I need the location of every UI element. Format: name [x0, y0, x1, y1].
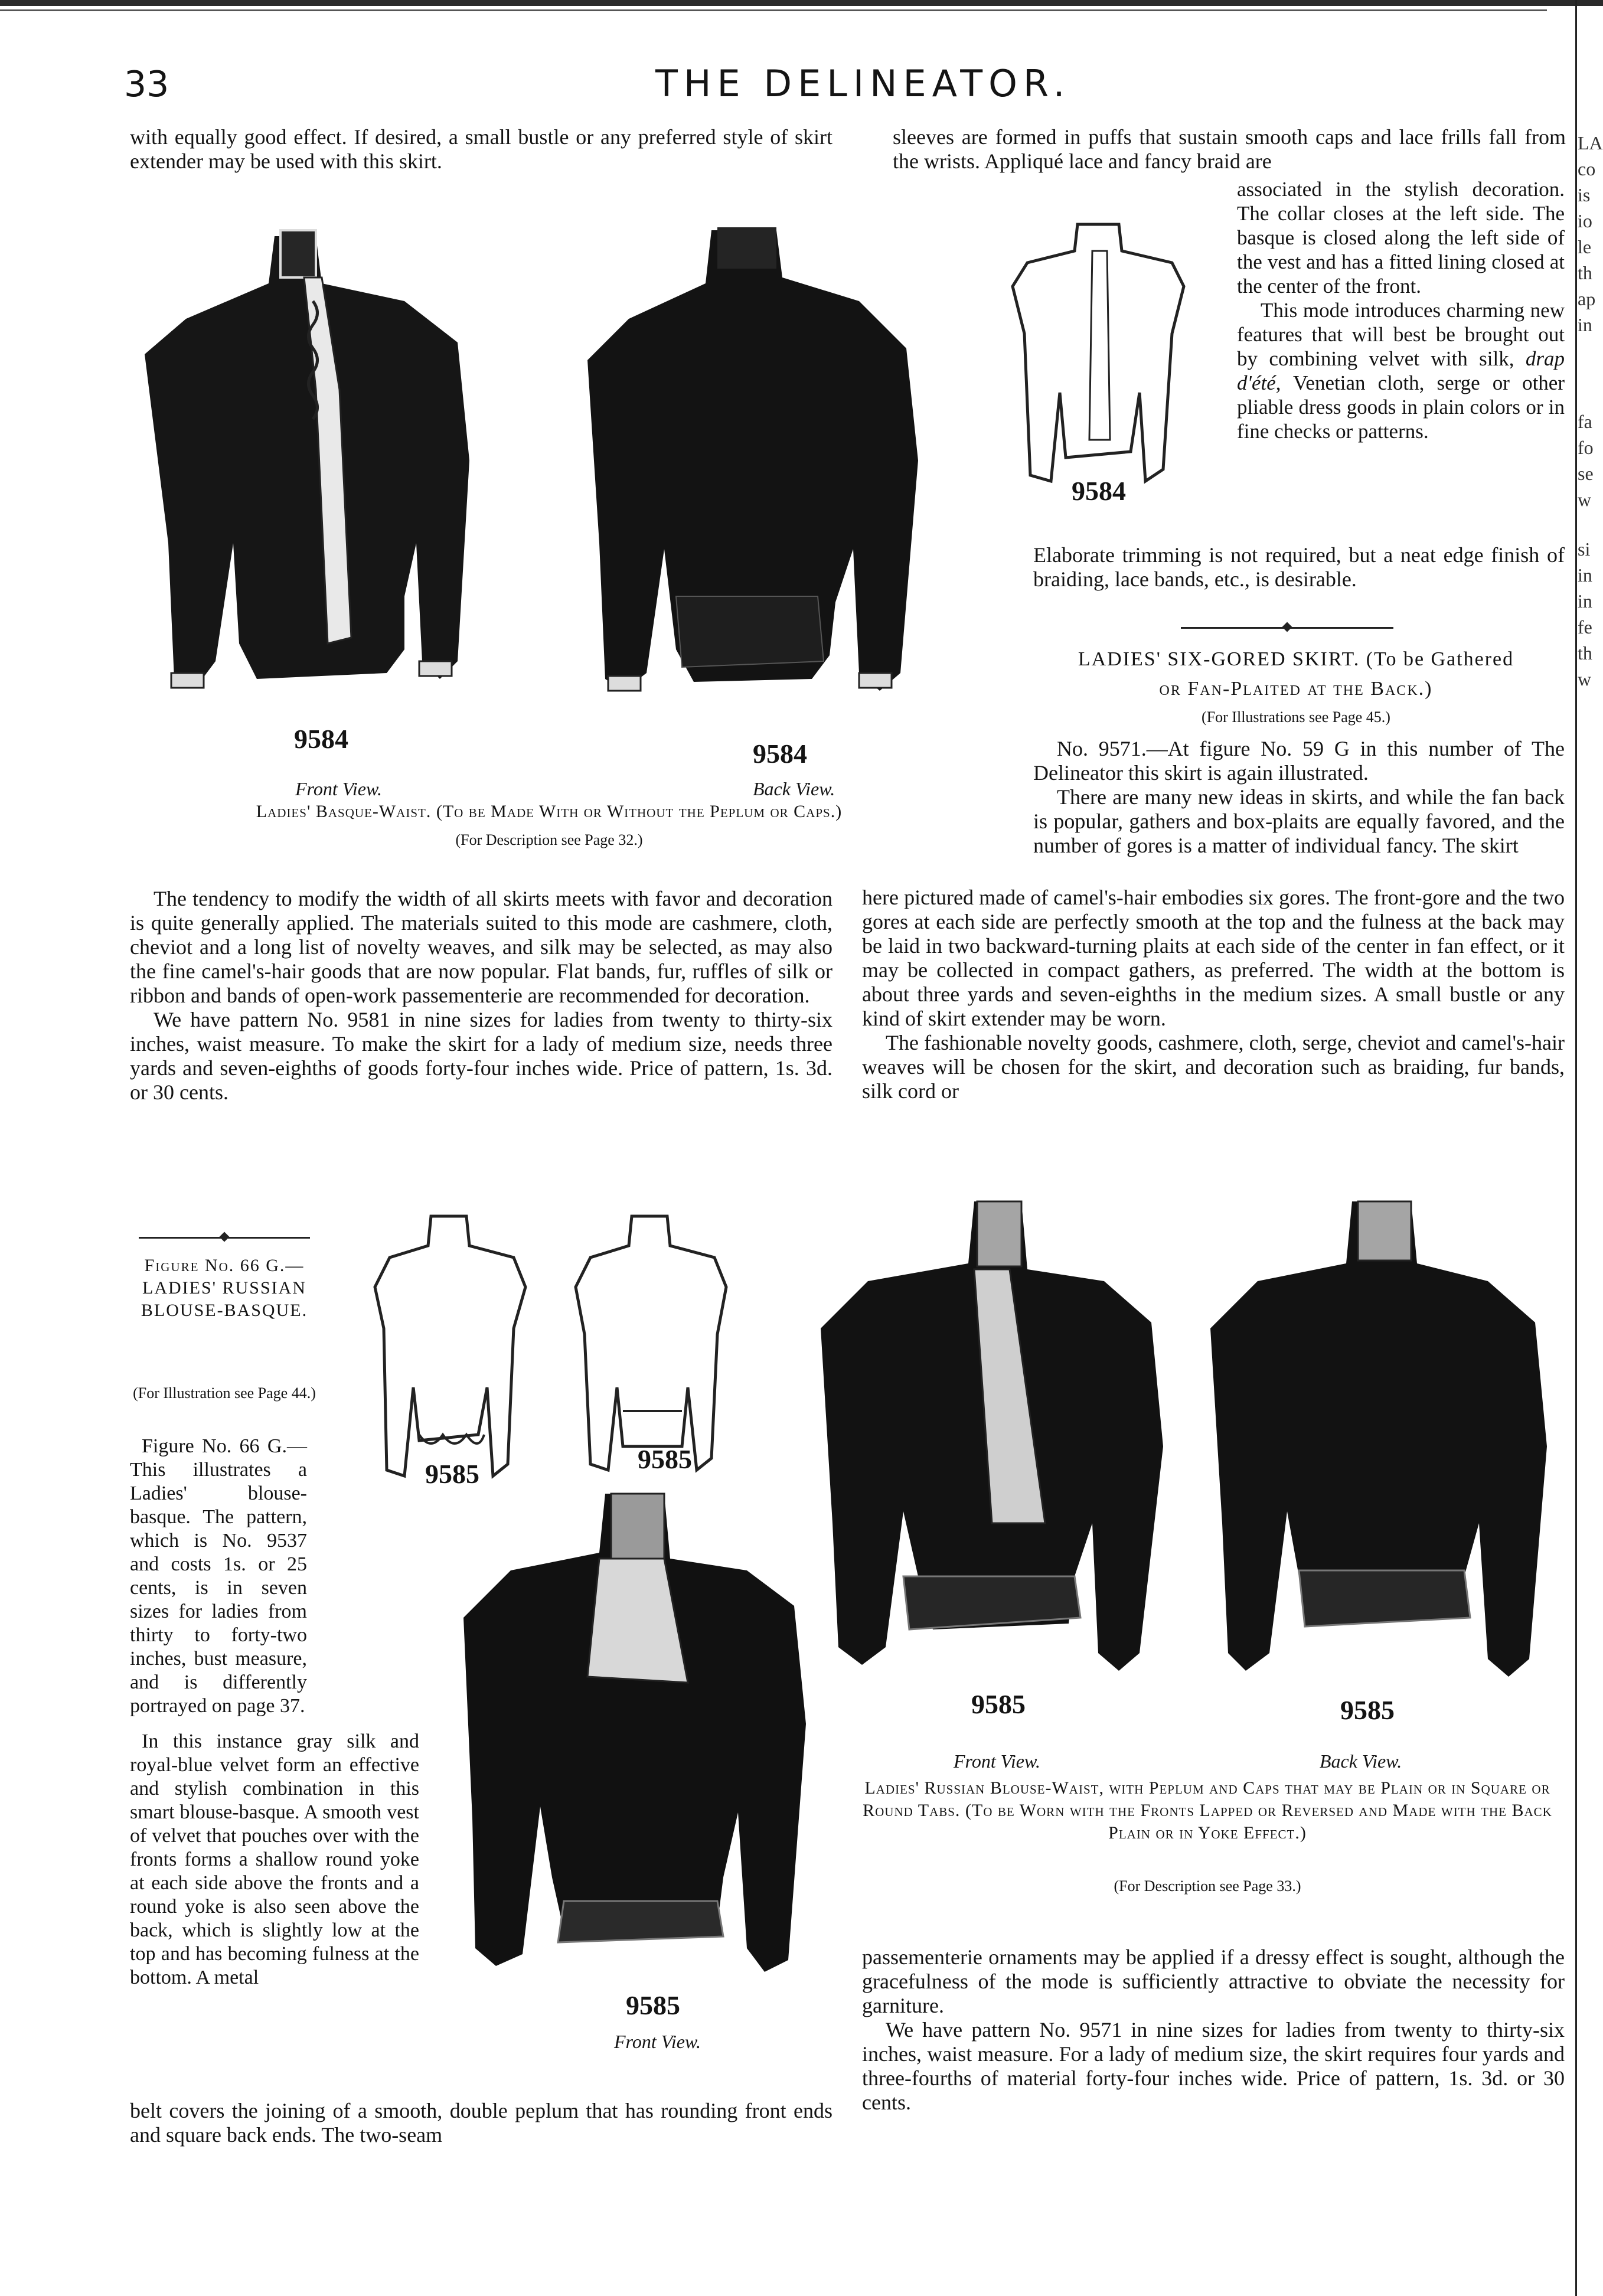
- left-mid-text: The tendency to modify the width of all skirts meets with favor and decoration is quite generally applied. The materials suited to this mode are cashmere, cloth, cheviot and a long list of novelty weaves, and silk may be selected, as may also the fine camel's-hair goods that are now popular. Flat bands, fur, ruffles of silk or ribbon and bands of open-work passementerie are recommended for decoration. We have pattern No. 9581 in nine sizes for ladies from twenty to thirty-six inches, waist measure. To make the skirt for a lady of medium size, needs three yards and seven-eighths of goods forty-four inches wide. Price of pattern, 1s. 3d. or 30 cents.: [130, 887, 832, 1104]
- view-label-back-9585: Back View.: [1320, 1750, 1402, 1772]
- right-top-text-1: sleeves are formed in puffs that sustain smooth caps and lace frills fall from the wrists. Appliqué lace and fancy braid are: [893, 125, 1566, 173]
- illustration-9584-back: [564, 213, 930, 744]
- illustration-9585-back: [1187, 1193, 1565, 1677]
- page-edge-rule: [1575, 0, 1577, 2296]
- bottom-right-text: passementerie ornaments may be applied if a dressy effect is sought, although the gracefulness of the mode is sufficiently attractive to obviate the necessity for garniture. We have pattern No. 9571 in nine sizes for ladies from twenty to thirty-six inches, waist measure. For a lady of medium size, the skirt requires four yards and three-fourths of material forty-four inches wide. Price of pattern, 1s. 3d. or 30 cents.: [862, 1945, 1565, 2114]
- illustration-9585-front: [797, 1193, 1187, 1677]
- illustration-9585-front-2: [440, 1488, 830, 1978]
- figure66-text-1: Figure No. 66 G.—This illustrates a Ladies' blouse-basque. The pattern, which is No. 9537 and costs 1s. or 25 cents, is in seven sizes for ladies from thirty to forty-two inches, bust measure, and is differently portrayed on page 37.: [130, 1435, 307, 1717]
- divider-ornament: [1282, 622, 1292, 632]
- figure66-see: (For Illustration see Page 44.): [133, 1384, 316, 1402]
- left-top-text: with equally good effect. If desired, a small bustle or any preferred style of skirt extender may be used with this skirt.: [130, 125, 832, 173]
- view-label-front-9585: Front View.: [954, 1750, 1040, 1772]
- right-top-text-2: associated in the stylish decoration. The collar closes at the left side. The basque is closed along the left side of the vest and has a fitted lining closed at the center of the front. This mode introduces charming new features that will best be brought out by combining velvet with silk, drap d'été, Venetian cloth, serge or other pliable dress goods in plain colors or in fine checks or patterns.: [1237, 178, 1565, 443]
- figure-number-9585-front-2: 9585: [626, 1990, 680, 2020]
- top-border-thin: [0, 9, 1547, 11]
- figure66-text-3: belt covers the joining of a smooth, double peplum that has rounding front ends and square back ends. The two-seam: [130, 2099, 832, 2147]
- view-label-front-2: Front View.: [614, 2031, 701, 2052]
- figure-number-9585-small-front: 9585: [425, 1459, 479, 1489]
- caption-9585: Ladies' Russian Blouse-Waist, with Peplum and Caps that may be Plain or in Square or Round Tabs. (To be Worn with the Fronts Lapped or Reversed and Made with the Back Plain or in Yoke Effect.): [863, 1778, 1552, 1843]
- figure-number-9585-back: 9585: [1340, 1695, 1395, 1725]
- divider-left-ornament: [220, 1232, 230, 1242]
- figure-number-9584-small: 9584: [1072, 476, 1126, 506]
- top-border: [0, 0, 1603, 6]
- figure66-text-2: In this instance gray silk and royal-blue velvet form an effective and stylish combination in this smart blouse-basque. A smooth vest of velvet that pouches over with the fronts forms a shallow round yoke at each side above the fronts and a round yoke is also seen above the back, which is slightly low at the top and has becoming fulness at the bottom. A metal: [130, 1730, 419, 1988]
- adjacent-page-fragments: LA co is io le th ap in fa fo se w si in in fe th w: [1578, 132, 1603, 690]
- figure66-heading: Figure No. 66 G.—LADIES' RUSSIAN BLOUSE-BASQUE.: [141, 1256, 308, 1320]
- page-number: 33: [124, 64, 169, 105]
- skirt-heading-line1: LADIES' SIX-GORED SKIRT. (To be Gathered: [1078, 648, 1514, 670]
- caption-9585-see: (For Description see Page 33.): [1114, 1877, 1301, 1895]
- illustration-9584-outline: [995, 215, 1207, 499]
- figure-number-9584-back: 9584: [753, 739, 807, 769]
- caption-9584: Ladies' Basque-Waist. (To be Made With or Without the Peplum or Caps.): [256, 802, 843, 821]
- running-title: THE DELINEATOR.: [655, 62, 1071, 105]
- illustration-9584-front: [127, 213, 493, 744]
- view-label-back: Back View.: [753, 778, 835, 799]
- illustration-9585-outline-back: [567, 1210, 744, 1482]
- figure-number-9585-small-back: 9585: [638, 1444, 692, 1474]
- skirt-heading-see: (For Illustrations see Page 45.): [1202, 708, 1390, 726]
- skirt-text-1: No. 9571.—At figure No. 59 G in this number of The Delineator this skirt is again illustrated. There are many new ideas in skirts, and while the fan back is popular, gathers and box-plaits are equally favored, and the number of gores is a matter of individual fancy. The skirt: [1033, 737, 1565, 857]
- skirt-heading-line2: or Fan-Plaited at the Back.): [1159, 678, 1433, 700]
- right-top-text-4: Elaborate trimming is not required, but a neat edge finish of braiding, lace bands, etc., is desirable.: [1033, 543, 1565, 591]
- figure-number-9585-front: 9585: [971, 1689, 1026, 1719]
- view-label-front: Front View.: [295, 778, 382, 799]
- caption-9584-see: (For Description see Page 32.): [455, 831, 643, 848]
- figure-number-9584-front: 9584: [294, 724, 348, 754]
- skirt-text-2: here pictured made of camel's-hair embodies six gores. The front-gore and the two gores at each side are perfectly smooth at the top and the fulness at the back may be laid in two backward-turning plaits at each side of the center in fan effect, or it may be collected in compact gathers, as preferred. The width at the bottom is about three yards and seven-eighths in the medium sizes. A small bustle or any kind of skirt extender may be worn. The fashionable novelty goods, cashmere, cloth, serge, cheviot and camel's-hair weaves will be chosen for the skirt, and decoration such as braiding, fur bands, silk cord or: [862, 886, 1565, 1103]
